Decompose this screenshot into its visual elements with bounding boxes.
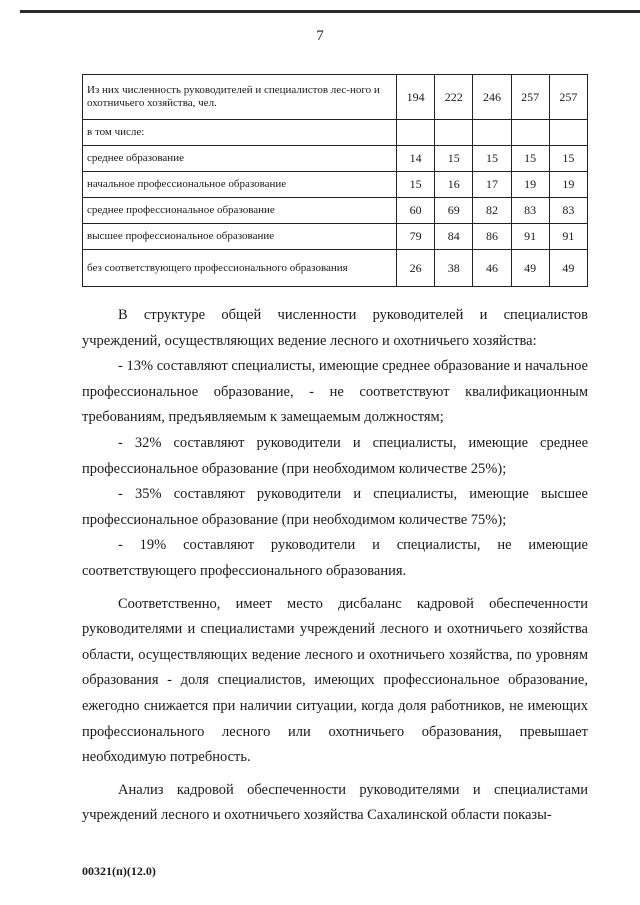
cell-value: 15 (549, 146, 587, 172)
cell-value: 19 (511, 172, 549, 198)
cell-value: 15 (435, 146, 473, 172)
table-row (83, 224, 588, 250)
row-label: в том числе: (83, 120, 397, 146)
cell-value: 15 (473, 146, 511, 172)
document-code: 00321(п)(12.0) (82, 864, 156, 878)
paragraph: В структуре общей численности руководителей и специалистов учреждений, осуществляющих ведение лесного и охотничьего хозяйства: (82, 307, 588, 349)
row-label: без соответствующего профессионального образования (83, 250, 397, 287)
cell-value: 246 (473, 75, 511, 120)
cell-value: 79 (397, 224, 435, 250)
cell-value (473, 120, 511, 146)
cell-value: 194 (397, 75, 435, 120)
cell-value: 38 (435, 250, 473, 287)
cell-value (397, 120, 435, 146)
cell-value: 16 (435, 172, 473, 198)
paragraph: Соответственно, имеет место дисбаланс кадровой обеспеченности руководителями и специалистами учреждений лесного и охотничьего хозяйства области, осуществляющих ведение лесного и охотничьего хозяйства, по уровням образования - доля специалистов, имеющих профессиональное образование, ежегодно снижается при наличии ситуации, когда доля работников, не имеющих профессионального лесного или охотничьего образования, превышает необходимую потребность. (82, 595, 588, 766)
table-row (83, 198, 588, 224)
cell-value: 86 (473, 224, 511, 250)
table-row (83, 146, 588, 172)
cell-value: 257 (549, 75, 587, 120)
paragraph: Анализ кадровой обеспеченности руководителями и специалистами учреждений лесного и охотничьего хозяйства Сахалинской области показы- (82, 781, 588, 824)
paragraph: - 35% составляют руководители и специалисты, имеющие высшее профессиональное образование (при необходимом количестве 75%); (82, 486, 588, 528)
cell-value: 49 (549, 250, 587, 287)
cell-value (549, 120, 587, 146)
cell-value: 257 (511, 75, 549, 120)
cell-value: 14 (397, 146, 435, 172)
cell-value: 84 (435, 224, 473, 250)
table-row (83, 75, 588, 120)
cell-value: 91 (549, 224, 587, 250)
cell-value: 26 (397, 250, 435, 287)
cell-value (435, 120, 473, 146)
cell-value: 46 (473, 250, 511, 287)
cell-value: 82 (473, 198, 511, 224)
cell-value: 17 (473, 172, 511, 198)
row-label: среднее профессиональное образование (83, 198, 397, 224)
row-label: Из них численность руководителей и специалистов лес-ного и охотничьего хозяйства, чел. (83, 75, 397, 120)
row-label: среднее образование (83, 146, 397, 172)
paragraph: - 19% составляют руководители и специалисты, не имеющие соответствующего профессионального образования. (82, 537, 588, 579)
row-label: высшее профессиональное образование (83, 224, 397, 250)
paragraph: - 13% составляют специалисты, имеющие среднее образование и начальное профессиональное образование, - не соответствуют квалификационным требованиям, предъявляемым к замещаемым должностям; (82, 358, 588, 426)
table-row (83, 120, 588, 146)
cell-value: 49 (511, 250, 549, 287)
body-text (82, 303, 588, 829)
staff-education-table (82, 74, 588, 287)
cell-value: 222 (435, 75, 473, 120)
cell-value: 19 (549, 172, 587, 198)
cell-value: 15 (397, 172, 435, 198)
cell-value: 83 (511, 198, 549, 224)
cell-value: 83 (549, 198, 587, 224)
top-border-line (20, 10, 640, 13)
cell-value: 91 (511, 224, 549, 250)
cell-value: 15 (511, 146, 549, 172)
cell-value: 60 (397, 198, 435, 224)
cell-value: 69 (435, 198, 473, 224)
paragraph: - 32% составляют руководители и специалисты, имеющие среднее профессиональное образование (при необходимом количестве 25%); (82, 434, 588, 477)
row-label: начальное профессиональное образование (83, 172, 397, 198)
page-number: 7 (316, 28, 324, 44)
table-row (83, 172, 588, 198)
table-row (83, 250, 588, 287)
cell-value (511, 120, 549, 146)
